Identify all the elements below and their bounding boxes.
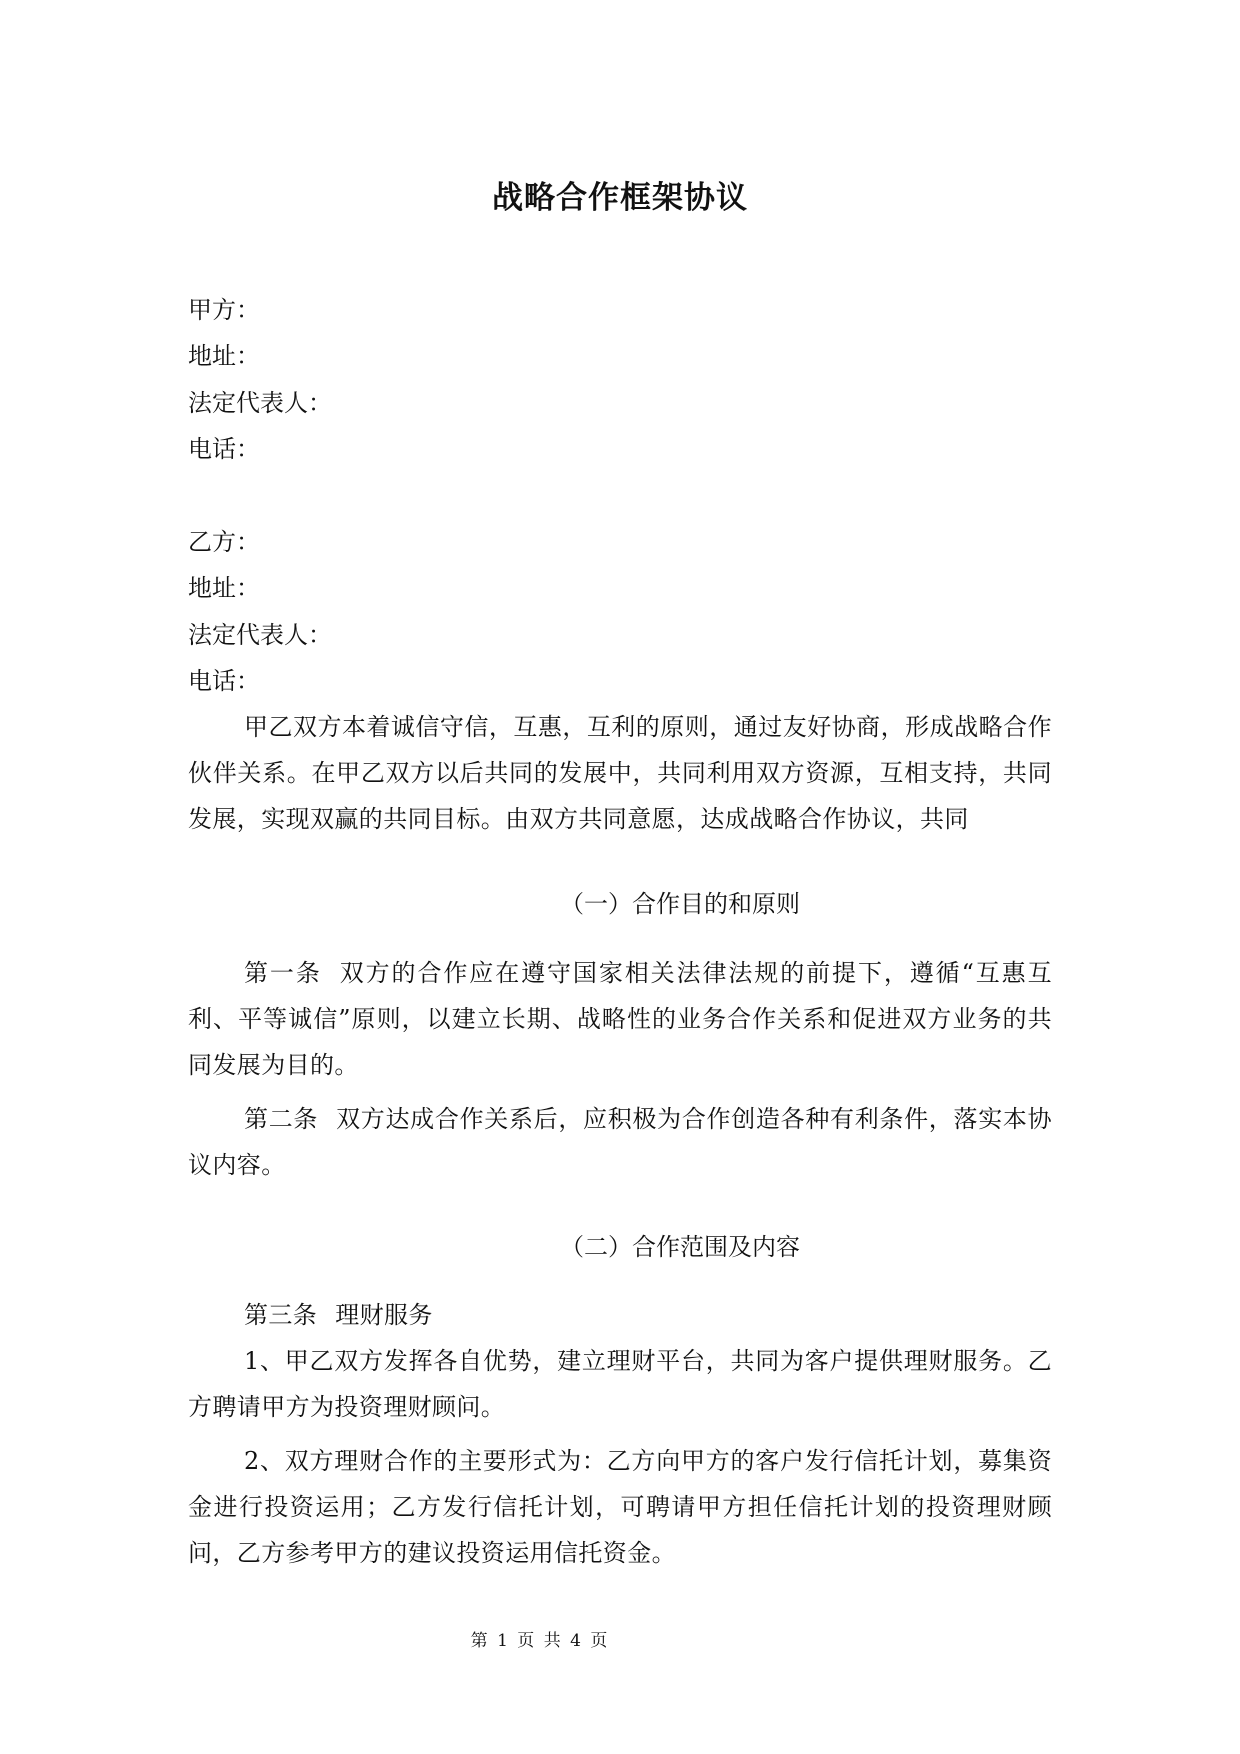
section1-heading: （一）合作目的和原则 <box>560 890 800 918</box>
article1-text: 双方的合作应在遵守国家相关法律法规的前提下，遵循“互惠互利、平等诚信”原则，以建立长期、战略性的业务合作关系和促进双方业务的共同发展为目的。 <box>188 959 1052 1079</box>
article2-paragraph <box>188 1096 1052 1188</box>
preamble-paragraph: 甲乙双方本着诚信守信，互惠，互利的原则，通过友好协商，形成战略合作伙伴关系。在甲乙双方以后共同的发展中，共同利用双方资源，互相支持，共同发展，实现双赢的共同目标。由双方共同意愿，达成战略合作协议，共同 <box>188 713 1052 833</box>
party-b-phone-label: 电话： <box>188 667 260 695</box>
page-number-footer: 第 1 页 共 4 页 <box>470 1631 610 1651</box>
article1-label: 第一条 <box>244 959 322 987</box>
party-a-name-label: 甲方： <box>188 296 260 324</box>
article2-text: 双方达成合作关系后，应积极为合作创造各种有利条件，落实本协议内容。 <box>188 1105 1052 1179</box>
article1-paragraph <box>188 950 1052 1088</box>
party-a-phone-label: 电话： <box>188 435 260 463</box>
article2-label: 第二条 <box>244 1105 319 1133</box>
article3-text: 理财服务 <box>335 1301 433 1329</box>
party-b-rep-label: 法定代表人： <box>188 621 332 649</box>
article3-paragraph <box>188 1292 1052 1338</box>
article3-label: 第三条 <box>244 1301 318 1329</box>
party-b-address-label: 地址： <box>188 574 260 602</box>
party-a-rep-label: 法定代表人： <box>188 389 332 417</box>
party-a-address-label: 地址： <box>188 342 260 370</box>
document-title: 战略合作框架协议 <box>492 180 748 216</box>
section2-heading: （二）合作范围及内容 <box>560 1233 800 1261</box>
item2-paragraph: 2、双方理财合作的主要形式为：乙方向甲方的客户发行信托计划，募集资金进行投资运用；乙方发行信托计划，可聘请甲方担任信托计划的投资理财顾问，乙方参考甲方的建议投资运用信托资金。 <box>188 1447 1052 1567</box>
party-b-name-label: 乙方： <box>188 528 260 556</box>
item1-paragraph: 1、甲乙双方发挥各自优势，建立理财平台，共同为客户提供理财服务。乙方聘请甲方为投资理财顾问。 <box>188 1347 1052 1421</box>
